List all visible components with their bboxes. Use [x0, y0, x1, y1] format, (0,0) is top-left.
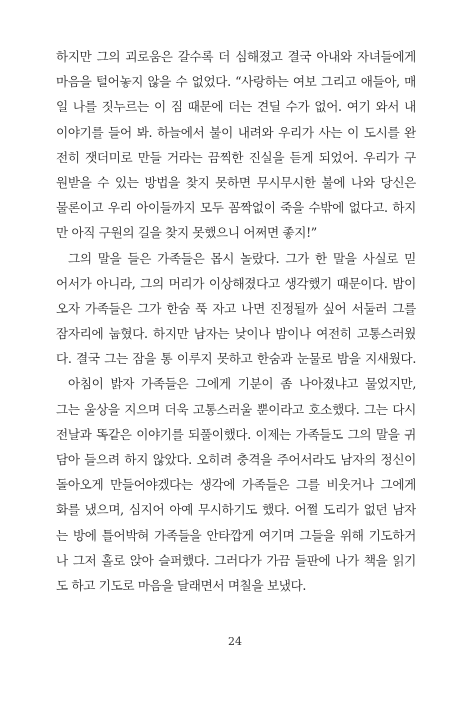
- text-line: 원받을 수 있는 방법을 찾지 못하면 무시무시한 불에 나와 당신은: [56, 174, 416, 190]
- text-line: 는 방에 틀어박혀 가족들을 안타깝게 여기며 그들을 위해 기도하거: [56, 527, 416, 543]
- text-line: 전히 잿더미로 만들 거라는 끔찍한 진실을 듣게 되었어. 우리가 구: [56, 149, 416, 165]
- text-line: 다. 결국 그는 잠을 통 이루지 못하고 한숨과 눈물로 밤을 지새웠다.: [56, 351, 416, 367]
- text-line: 이야기를 들어 봐. 하늘에서 불이 내려와 우리가 사는 이 도시를 완: [56, 124, 416, 140]
- text-line: 물론이고 우리 아이들까지 모두 꼼짝없이 죽을 수밖에 없다고. 하지: [56, 200, 416, 216]
- text-line: 전날과 똑같은 이야기를 되풀이했다. 이제는 가족들도 그의 말을 귀: [56, 426, 416, 442]
- text-line: 담아 들으려 하지 않았다. 오히려 충격을 주어서라도 남자의 정신이: [56, 452, 416, 467]
- text-line: 마음을 털어놓지 않을 수 없었다. “사랑하는 여보 그리고 애들아, 매: [56, 74, 416, 90]
- text-line: 돌아오게 만들어야겠다는 생각에 가족들은 그를 비웃거나 그에게: [56, 477, 416, 493]
- page-number: 24: [228, 635, 242, 648]
- text-line: 일 나를 짓누르는 이 짐 때문에 더는 견딜 수가 없어. 여기 와서 내: [56, 99, 416, 115]
- body-text: [56, 44, 416, 598]
- text-line: 그의 말을 들은 가족들은 몹시 놀랐다. 그가 한 말을 사실로 믿: [68, 250, 416, 266]
- text-line: 잠자리에 눕혔다. 하지만 남자는 낮이나 밤이나 여전히 고통스러웠: [56, 326, 416, 342]
- text-line: 도 하고 기도로 마음을 달래면서 며칠을 보냈다.: [56, 577, 307, 593]
- text-line: 어서가 아니라, 그의 머리가 이상해졌다고 생각했기 때문이다. 밤이: [56, 275, 416, 291]
- text-line: 오자 가족들은 그가 한숨 푹 자고 나면 진정될까 싶어 서둘러 그를: [56, 300, 416, 316]
- text-line: 하지만 그의 괴로움은 갈수록 더 심해졌고 결국 아내와 자녀들에게: [56, 49, 416, 64]
- text-line: 그는 울상을 지으며 더욱 고통스러울 뿐이라고 호소했다. 그는 다시: [56, 401, 416, 417]
- text-line: 화를 냈으며, 심지어 아예 무시하기도 했다. 어쩔 도리가 없던 남자: [56, 502, 416, 518]
- text-line: 아침이 밝자 가족들은 그에게 기분이 좀 나아졌냐고 물었지만,: [68, 376, 416, 392]
- text-line: 나 그저 홀로 앉아 슬퍼했다. 그러다가 가끔 들판에 나가 책을 읽기: [56, 552, 416, 568]
- text-line: 만 아직 구원의 길을 찾지 못했으니 어쩌면 좋지!”: [56, 225, 317, 241]
